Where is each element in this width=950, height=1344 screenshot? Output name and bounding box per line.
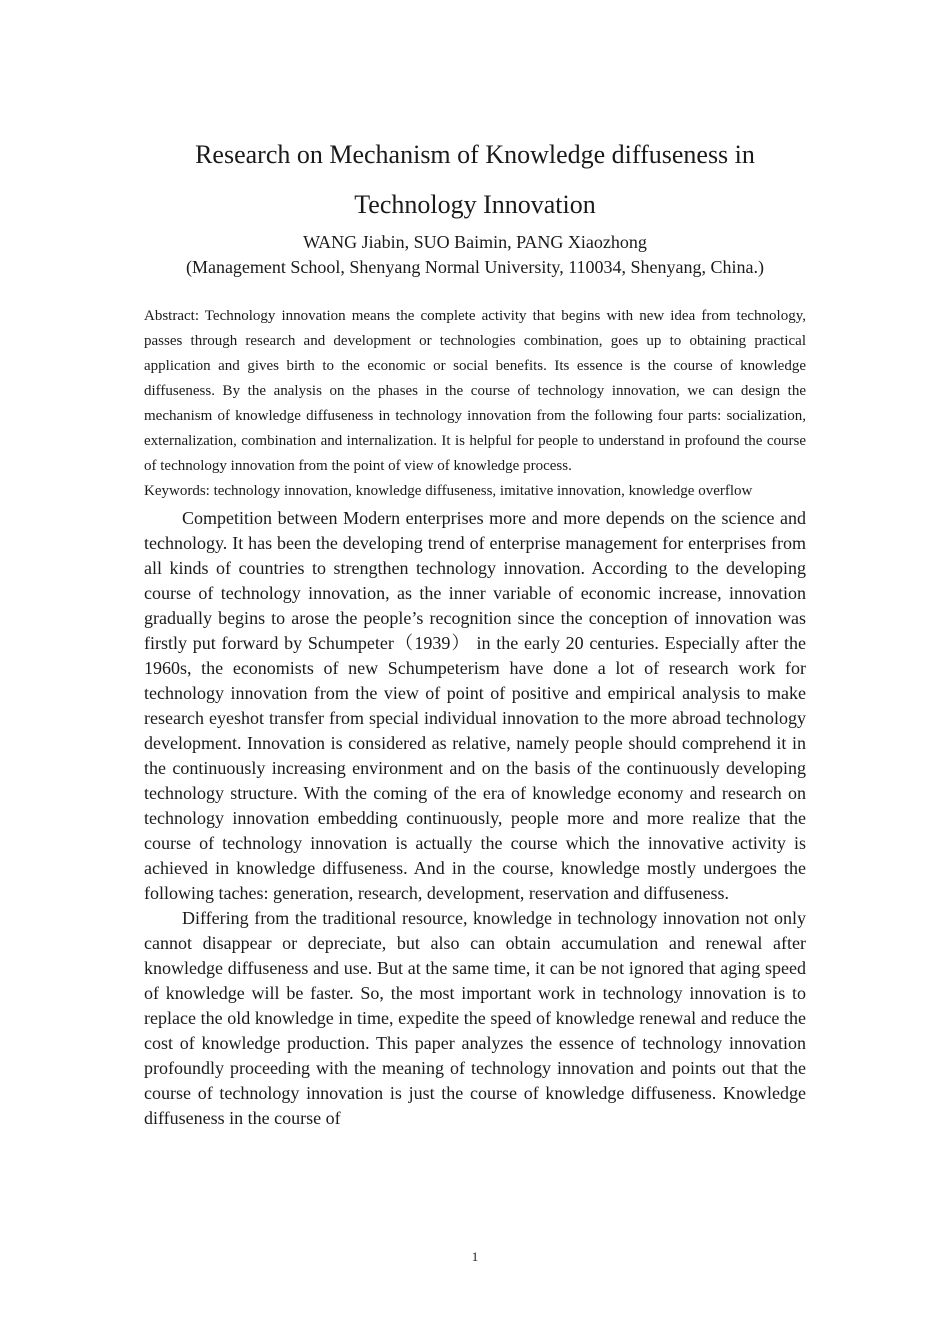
title-line-1: Research on Mechanism of Knowledge diffuseness in	[195, 140, 755, 169]
paper-page	[144, 130, 806, 1131]
body-paragraph-1: Competition between Modern enterprises more and more depends on the science and technology. It has been the developing trend of enterprise management for enterprises from all kinds of countries to strengthen technology innovation. According to the developing course of technology innovation, as the inner variable of economic increase, innovation gradually begins to arose the people’s recognition since the conception of innovation was firstly put forward by Schumpeter（1939） in the early 20 centuries. Especially after the 1960s, the economists of new Schumpeterism have done a lot of research work for technology innovation from the view of point of positive and empirical analysis to make research eyeshot transfer from special individual innovation to the more abroad technology development. Innovation is considered as relative, namely people should comprehend it in the continuously increasing environment and on the basis of the continuously developing technology structure. With the coming of the era of knowledge economy and research on technology innovation embedding continuously, people more and more realize that the course of technology innovation is actually the course which the innovative activity is achieved in knowledge diffuseness. And in the course, knowledge mostly undergoes the following taches: generation, research, development, reservation and diffuseness.	[144, 508, 806, 903]
page-number: 1	[471, 1249, 479, 1264]
paper-title	[144, 130, 806, 230]
authors: WANG Jiabin, SUO Baimin, PANG Xiaozhong	[303, 232, 647, 252]
body-paragraph-2: Differing from the traditional resource, knowledge in technology innovation not only cannot disappear or depreciate, but also can obtain accumulation and renewal after knowledge diffuseness and use. But at the same time, it can be not ignored that aging speed of knowledge will be faster. So, the most important work in technology innovation is to replace the old knowledge in time, expedite the speed of knowledge renewal and reduce the cost of knowledge production. This paper analyzes the essence of technology innovation profoundly proceeding with the meaning of technology innovation and points out that the course of technology innovation is just the course of knowledge diffuseness. Knowledge diffuseness in the course of	[144, 908, 806, 1128]
affiliation: (Management School, Shenyang Normal University, 110034, Shenyang, China.)	[185, 257, 765, 277]
title-line-2: Technology Innovation	[354, 190, 596, 219]
keywords-text: Keywords: technology innovation, knowledge diffuseness, imitative innovation, knowledge overflow	[144, 483, 753, 499]
abstract-section	[144, 304, 806, 504]
abstract-text: Abstract: Technology innovation means the complete activity that begins with new idea from technology, passes through research and development or technologies combination, goes up to obtaining practical application and gives birth to the economic or social benefits. Its essence is the course of knowledge diffuseness. By the analysis on the phases in the course of technology innovation, we can design the mechanism of knowledge diffuseness in technology innovation from the following four parts: socialization, externalization, combination and internalization. It is helpful for people to understand in profound the course of technology innovation from the point of view of knowledge process.	[144, 308, 806, 474]
body-text	[144, 506, 806, 1131]
